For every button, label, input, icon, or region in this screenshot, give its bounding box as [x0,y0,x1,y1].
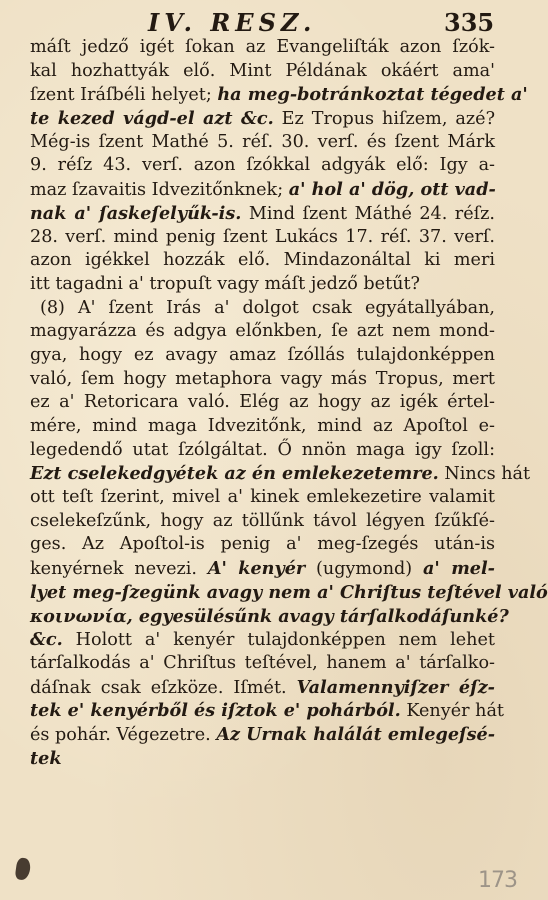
text-segment: kenyérnek nevezi. [30,559,208,580]
text-segment: (ugymond) [305,559,424,580]
text-line [30,652,495,676]
text-segment: magyarázza és adgya előnkben, ſe azt nem mond- [30,321,495,342]
italic-segment: a' hol a' dög, ott vad- [288,179,496,201]
text-segment: és pohár. Végezetre. [30,724,217,745]
text-line [30,36,495,60]
text-block [30,36,548,770]
text-line [30,439,495,463]
text-line [30,699,505,723]
italic-segment: Ezt cselekedgyétek az én emlekezetemre. [30,463,439,485]
text-line [30,297,495,321]
text-segment: mére, mind maga Idvezitőnk, mind az Apoſtol e- [30,416,495,436]
text-segment: Nincs hát [438,464,531,485]
italic-segment: Valamennyiſzer éſz- [296,676,495,698]
italic-segment: a' mel- [423,558,495,580]
text-line [30,581,548,605]
text-segment: ez a' Retoricara való. Elég az hogy az igék értel- [30,392,495,413]
text-line [30,273,495,297]
text-segment: tárſalkodás a' Chriſtus teſtével, hanem a' tárſalko- [30,652,495,673]
text-line [30,415,495,439]
italic-segment: nak a' ſaskeſelyűk-is. [30,202,242,224]
text-segment: máſt jedző igét ſokan az Evangeliſták azon ſzók- [30,37,495,57]
text-line [30,60,495,84]
running-title: IV. RESZ. [148,8,317,37]
text-line [30,202,495,226]
text-segment: ott teſt ſzerint, mivel a' kinek emlekezetire valamit [30,487,495,508]
text-line [30,154,495,178]
text-segment: Mind ſzent Máthé 24. réſz. [241,203,495,224]
text-line [30,178,495,202]
text-segment: ſzent Iráſbéli helyet; [30,85,218,106]
text-segment: Ez Tropus hiſzem, azé? [273,109,495,130]
text-segment: (8) A' ſzent Irás a' dolgot csak egyátallyában, [40,297,495,318]
italic-segment: Az Urnak halálát emlegeſsé- [216,723,495,745]
text-line [30,249,495,273]
page-header [0,8,523,38]
text-line [30,226,495,250]
text-segment: maz ſzavaitis Idvezitőnknek; [30,180,289,201]
text-segment: Még-is ſzent Mathé 5. réſ. 30. verſ. és ſzent Márk [30,131,495,152]
text-line [30,486,495,510]
text-line [30,131,495,155]
text-line [30,83,528,107]
folio-note: 173 [478,868,517,893]
text-line [30,723,495,747]
text-segment: legedendő utat ſzólgáltat. Ő nnön maga igy ſzoll: [30,439,495,460]
text-line [30,320,495,344]
text-line [30,107,495,131]
text-segment: való, ſem hogy metaphora vagy más Tropus, mert [30,368,495,389]
text-segment: cselekeſzűnk, hogy az töllűnk távol légyen ſzűkſé- [30,510,495,531]
text-segment: azon igékkel hozzák elő. Mindazonáltal ki meri [30,250,495,271]
text-segment: ges. Az Apoſtol-is penig a' meg-ſzegés után-is [30,534,495,555]
text-segment: 9. réſz 43. verſ. azon ſzókkal adgyák elő: Igy a- [30,155,495,176]
italic-segment: A' kenyér [207,558,306,580]
text-line [30,557,495,581]
text-segment: 28. verſ. mind penig ſzent Lukács 17. réſ. 37. verſ. [30,226,495,247]
text-segment: Holott a' kenyér tulajdonképpen nem lehet [62,630,495,651]
italic-segment: &c. [30,629,63,651]
italic-segment: tek [30,747,62,769]
italic-segment: tek e' kenyérből és iſztok e' pohárból. [30,700,401,722]
text-segment: itt tagadni a' tropuſt vagy máſt jedző betűt? [30,273,420,294]
text-line [30,605,509,629]
page-number: 335 [444,8,495,37]
text-line [30,533,495,557]
text-line [30,462,531,486]
text-line [30,628,495,652]
text-segment: kal hozhattyák elő. Mint Példának okáért ama' [30,60,495,81]
text-line [30,747,495,771]
text-line [30,510,495,534]
text-line [30,391,495,415]
text-segment: dáſnak csak eſzköze. Iſmét. [30,677,297,698]
text-segment: gya, hogy ez avagy amaz ſzóllás tulajdonképpen [30,344,495,365]
text-line [30,676,495,700]
italic-segment: ha meg-botránkoztat tégedet a' [217,84,528,106]
text-segment: Kenyér hát [400,701,505,722]
ink-blot-mark [15,857,32,881]
italic-segment: κοινωνία, egyesülésűnk avagy tárſalkodáſunké? [30,605,509,627]
text-line [30,368,495,392]
text-line [30,344,495,368]
italic-segment: lyet meg-ſzegünk avagy nem a' Chriſtus teſtével való [30,581,548,603]
italic-segment: te kezed vágd-el azt &c. [30,108,274,130]
